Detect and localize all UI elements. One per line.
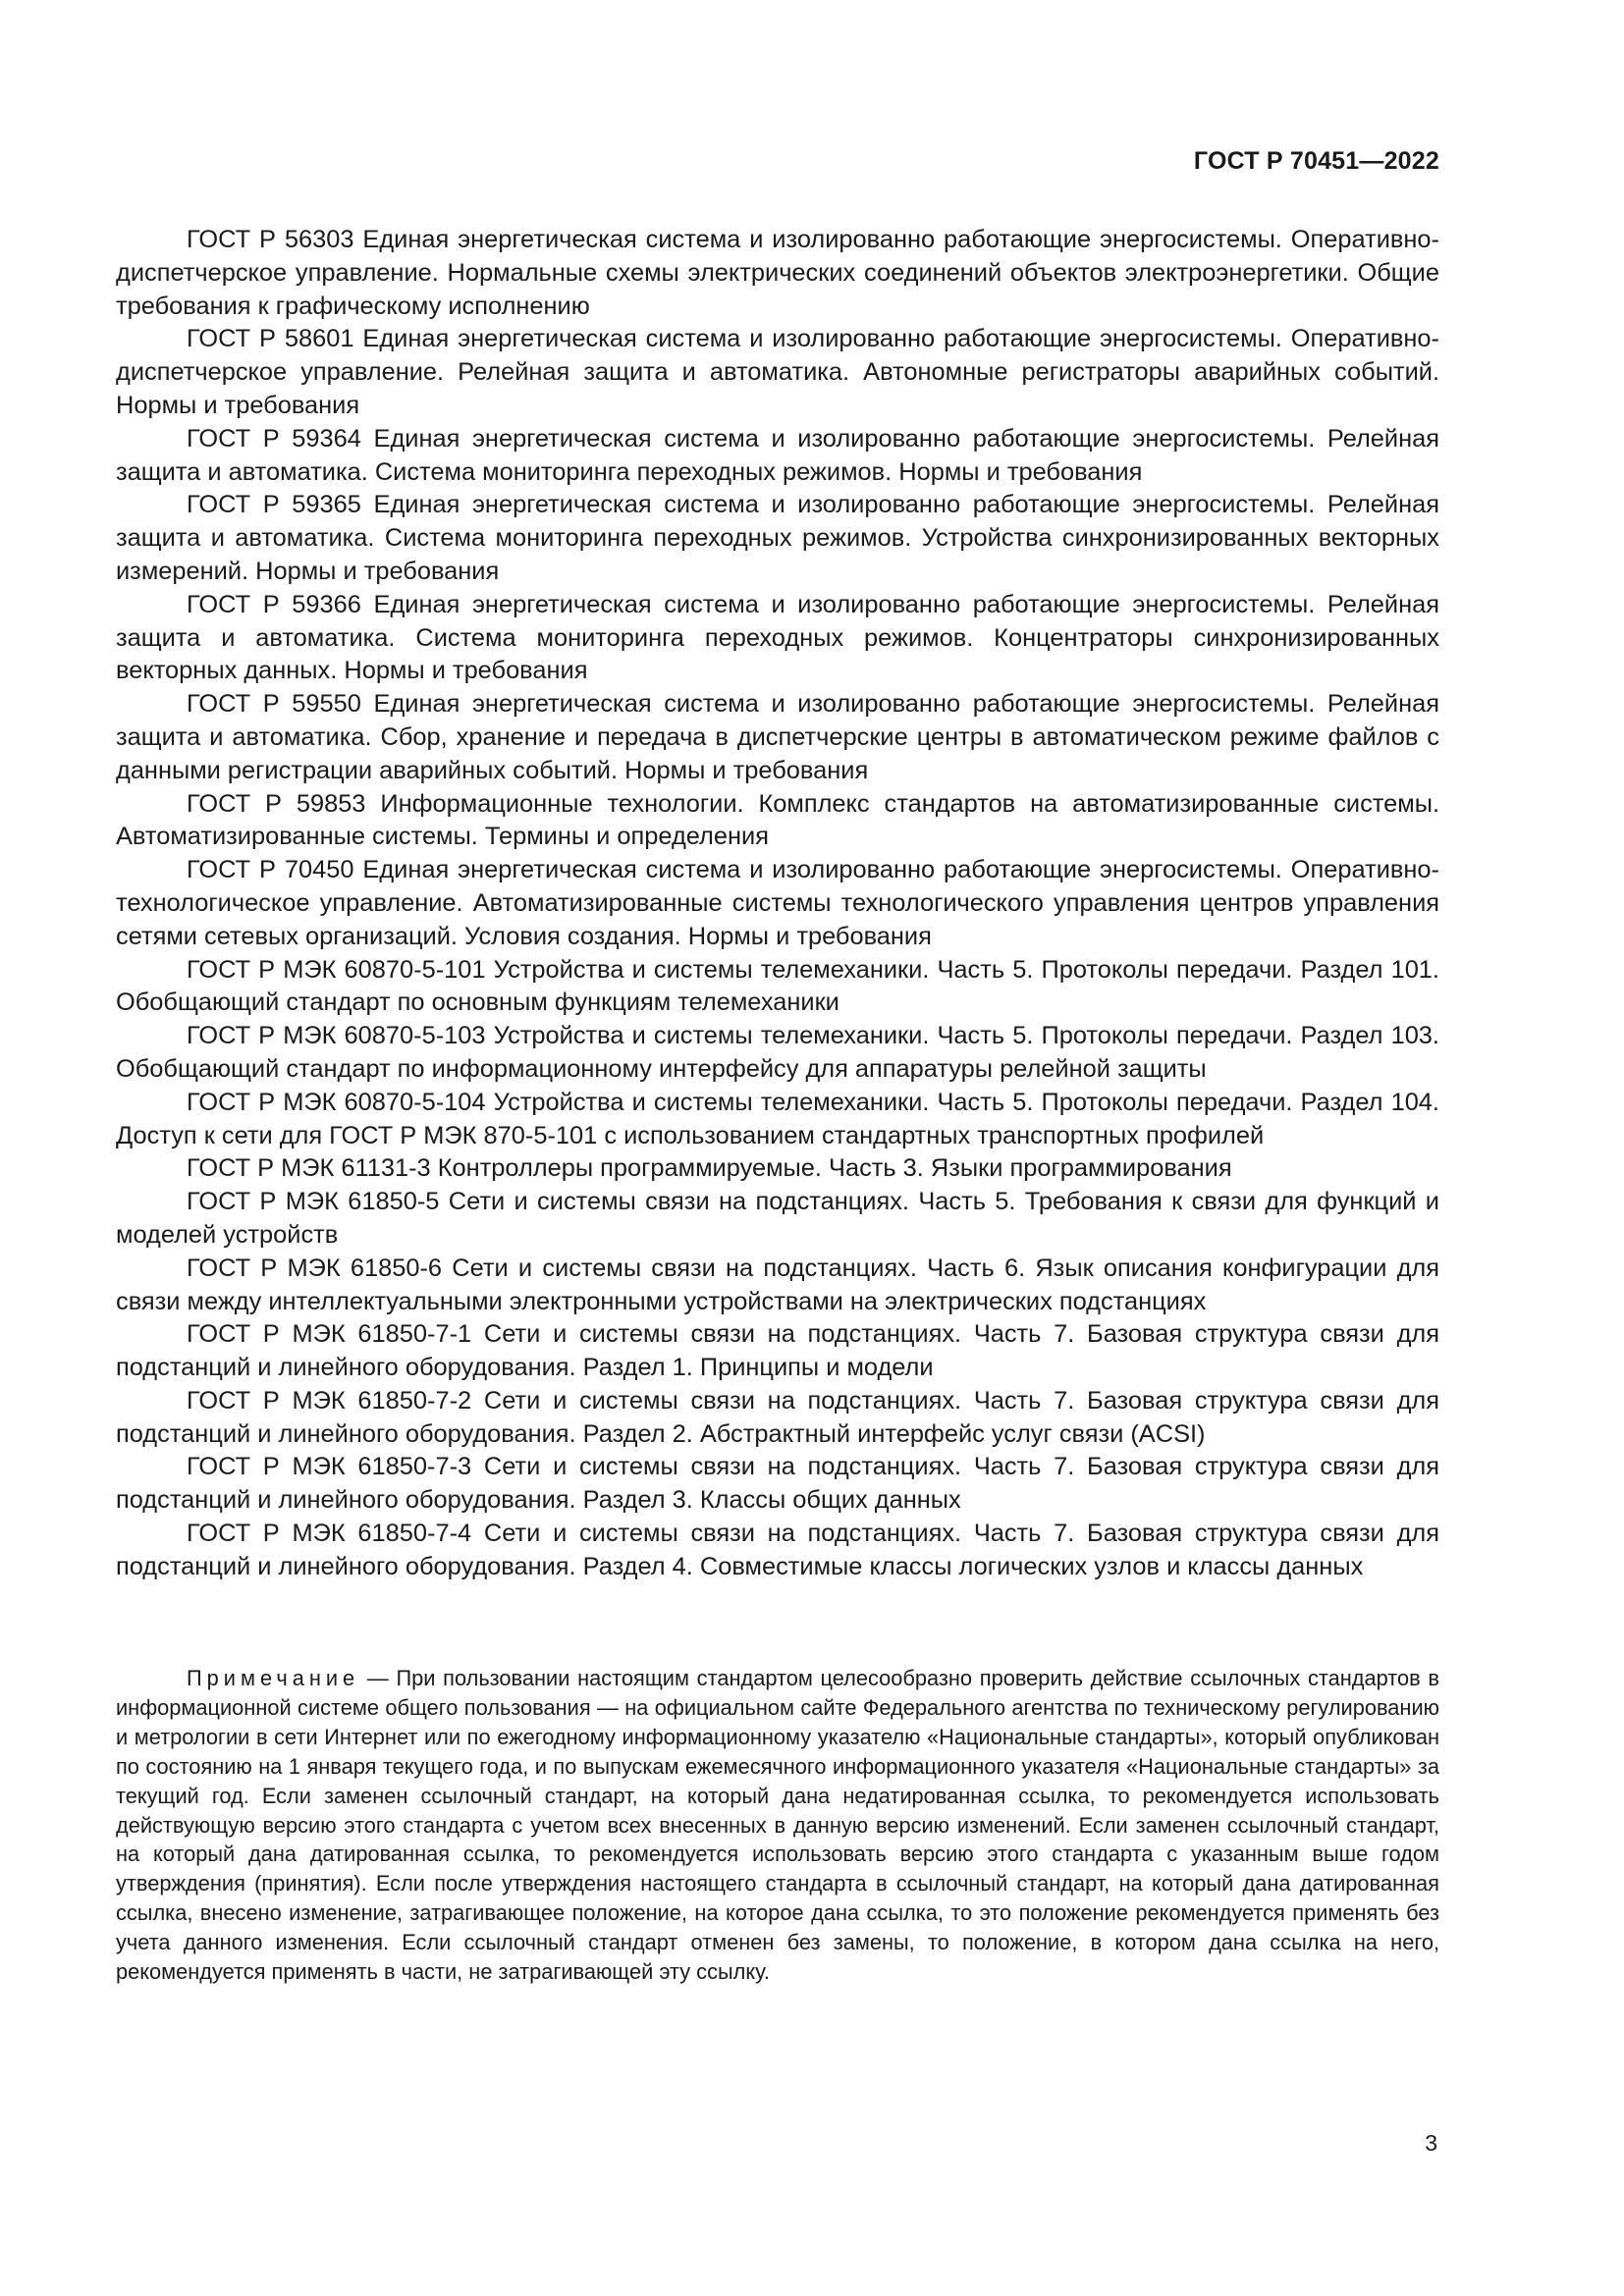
note-paragraph	[116, 1664, 1439, 1987]
reference-item: ГОСТ Р МЭК 61850-6 Сети и системы связи на подстанциях. Часть 6. Язык описания конфигурации для связи между интеллектуальными электронными устройствами на электрических подстанциях	[116, 1254, 1439, 1315]
reference-item: ГОСТ Р МЭК 60870-5-104 Устройства и системы телемеханики. Часть 5. Протоколы передачи. Раздел 104. Доступ к сети для ГОСТ Р МЭК 870-5-101 с использованием стандартных транспортных профилей	[116, 1088, 1439, 1149]
normative-references-list	[116, 224, 1439, 1584]
reference-item: ГОСТ Р 70450 Единая энергетическая система и изолированно работающие энергосистемы. Оперативно-технологическое управление. Автоматизированные системы технологического управления центров управления сетями сетевых организаций. Условия создания. Нормы и требования	[116, 856, 1439, 950]
reference-item: ГОСТ Р МЭК 61131-3 Контроллеры программируемые. Часть 3. Языки программирования	[187, 1154, 1232, 1183]
reference-item: ГОСТ Р 59366 Единая энергетическая система и изолированно работающие энергосистемы. Релейная защита и автоматика. Система мониторинга переходных режимов. Концентраторы синхронизированных векторных данных. Нормы и требования	[116, 590, 1439, 685]
reference-item: ГОСТ Р МЭК 60870-5-103 Устройства и системы телемеханики. Часть 5. Протоколы передачи. Раздел 103. Обобщающий стандарт по информационному интерфейсу для аппаратуры релейной защиты	[116, 1022, 1439, 1083]
reference-item: ГОСТ Р 59853 Информационные технологии. Комплекс стандартов на автоматизированные системы. Автоматизированные системы. Термины и определения	[116, 789, 1439, 851]
reference-item: ГОСТ Р МЭК 60870-5-101 Устройства и системы телемеханики. Часть 5. Протоколы передачи. Раздел 101. Обобщающий стандарт по основным функциям телемеханики	[116, 955, 1439, 1017]
reference-item: ГОСТ Р МЭК 61850-7-2 Сети и системы связи на подстанциях. Часть 7. Базовая структура связи для подстанций и линейного оборудования. Раздел 2. Абстрактный интерфейс услуг связи (ACSI)	[116, 1386, 1439, 1448]
reference-item: ГОСТ Р 58601 Единая энергетическая система и изолированно работающие энергосистемы. Оперативно-диспетчерское управление. Релейная защита и автоматика. Автономные регистраторы аварийных событий. Нормы и требования	[116, 325, 1439, 419]
reference-item: ГОСТ Р МЭК 61850-7-3 Сети и системы связи на подстанциях. Часть 7. Базовая структура связи для подстанций и линейного оборудования. Раздел 3. Классы общих данных	[116, 1453, 1439, 1515]
document-designation: ГОСТ Р 70451—2022	[1193, 147, 1439, 175]
reference-item: ГОСТ Р 59364 Единая энергетическая система и изолированно работающие энергосистемы. Релейная защита и автоматика. Система мониторинга переходных режимов. Нормы и требования	[116, 424, 1439, 486]
note-label: Примечание	[187, 1666, 360, 1690]
reference-item: ГОСТ Р МЭК 61850-5 Сети и системы связи на подстанциях. Часть 5. Требования к связи для функций и моделей устройств	[116, 1188, 1439, 1249]
reference-item: ГОСТ Р 59365 Единая энергетическая система и изолированно работающие энергосистемы. Релейная защита и автоматика. Система мониторинга переходных режимов. Устройства синхронизированных векторных измерений. Нормы и требования	[116, 491, 1439, 585]
note-text: — При пользовании настоящим стандартом целесообразно проверить действие ссылочных стандартов в информационной системе общего пользования — на официальном сайте Федерального агентства по техническому регулированию и метрологии в сети Интернет или по ежегодному информационному указателю «Национальные стандарты», который опубликован по состоянию на 1 января текущего года, и по выпускам ежемесячного информационного указателя «Национальные стандарты» за текущий год. Если заменен ссылочный стандарт, на который дана недатированная ссылка, то рекомендуется использовать действующую версию этого стандарта с учетом всех внесенных в данную версию изменений. Если заменен ссылочный стандарт, на который дана датированная ссылка, то рекомендуется использовать версию этого стандарта с указанным выше годом утверждения (принятия). Если после утверждения настоящего стандарта в ссылочный стандарт, на который дана датированная ссылка, внесено изменение, затрагивающее положение, на которое дана ссылка, то это положение рекомендуется применять без учета данного изменения. Если ссылочный стандарт отменен без замены, то положение, в котором дана ссылка на него, рекомендуется применять в части, не затрагивающей эту ссылку.	[116, 1666, 1439, 1985]
page-number: 3	[1425, 2130, 1437, 2156]
reference-item: ГОСТ Р МЭК 61850-7-4 Сети и системы связи на подстанциях. Часть 7. Базовая структура связи для подстанций и линейного оборудования. Раздел 4. Совместимые классы логических узлов и классы данных	[116, 1520, 1439, 1580]
reference-item: ГОСТ Р 56303 Единая энергетическая система и изолированно работающие энергосистемы. Оперативно-диспетчерское управление. Нормальные схемы электрических соединений объектов электроэнергетики. Общие требования к графическому исполнению	[116, 226, 1439, 320]
reference-item: ГОСТ Р МЭК 61850-7-1 Сети и системы связи на подстанциях. Часть 7. Базовая структура связи для подстанций и линейного оборудования. Раздел 1. Принципы и модели	[116, 1320, 1439, 1382]
reference-item: ГОСТ Р 59550 Единая энергетическая система и изолированно работающие энергосистемы. Релейная защита и автоматика. Сбор, хранение и передача в диспетчерские центры в автоматическом режиме файлов с данными регистрации аварийных событий. Нормы и требования	[116, 690, 1439, 784]
